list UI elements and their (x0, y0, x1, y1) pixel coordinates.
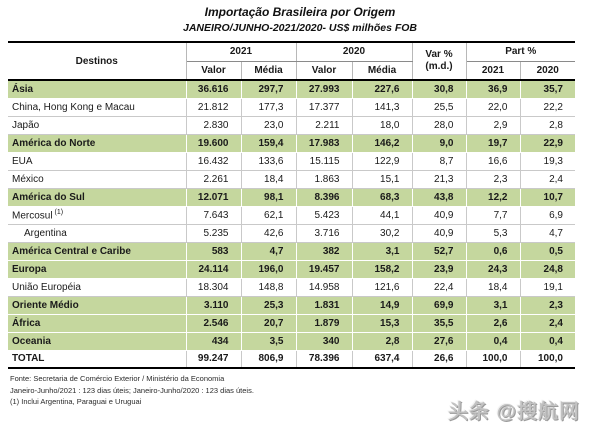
cell-value: 227,6 (352, 80, 412, 98)
page-title: Importação Brasileira por Origem (204, 5, 396, 19)
cell-value: 583 (186, 242, 241, 260)
cell-value: 22,4 (412, 278, 466, 296)
cell-value: 158,2 (352, 260, 412, 278)
cell-value: 5.423 (296, 206, 352, 224)
cell-value: 68,3 (352, 188, 412, 206)
row-label: Ásia (8, 80, 186, 98)
row-label: TOTAL (8, 350, 186, 368)
cell-value: 15,1 (352, 170, 412, 188)
row-label: América do Sul (8, 188, 186, 206)
col-header-part-2020: 2020 (520, 61, 575, 80)
cell-value: 8.396 (296, 188, 352, 206)
cell-value: 637,4 (352, 350, 412, 368)
cell-value: 69,9 (412, 296, 466, 314)
footnote: Fonte: Secretaria de Comércio Exterior / Ministério da Economia (10, 374, 225, 383)
cell-value: 148,8 (241, 278, 296, 296)
col-group-part: Part % (466, 42, 575, 61)
cell-value: 24,3 (466, 260, 520, 278)
cell-value: 20,7 (241, 314, 296, 332)
footnote: (1) Inclui Argentina, Paraguai e Uruguai (10, 397, 142, 407)
footnote: Janeiro-Junho/2021 : 123 dias úteis; Janeiro-Junho/2020 : 123 dias úteis. (10, 385, 254, 395)
cell-value: 3,5 (241, 332, 296, 350)
page-subtitle: JANEIRO/JUNHO-2021/2020- US$ milhões FOB (183, 22, 417, 34)
cell-value: 21,3 (412, 170, 466, 188)
table-row (8, 278, 575, 296)
var-label-line1: Var % (425, 48, 453, 60)
cell-value: 1.879 (296, 314, 352, 332)
col-header-destinos: Destinos (8, 42, 186, 80)
col-group-2021: 2021 (186, 42, 296, 61)
cell-value: 44,1 (352, 206, 412, 224)
cell-value: 19,7 (466, 134, 520, 152)
cell-value: 196,0 (241, 260, 296, 278)
row-label: Oriente Médio (8, 296, 186, 314)
cell-value: 22,9 (520, 134, 575, 152)
row-label: Argentina (8, 224, 186, 242)
cell-value: 36,9 (466, 80, 520, 98)
cell-value: 0,4 (466, 332, 520, 350)
cell-value: 0,4 (520, 332, 575, 350)
cell-value: 2.211 (296, 116, 352, 134)
col-group-2020: 2020 (296, 42, 412, 61)
cell-value: 177,3 (241, 98, 296, 116)
cell-value: 22,2 (520, 98, 575, 116)
cell-value: 17.377 (296, 98, 352, 116)
cell-value: 2.261 (186, 170, 241, 188)
cell-value: 62,1 (241, 206, 296, 224)
cell-value: 4,7 (520, 224, 575, 242)
cell-value: 2,4 (520, 170, 575, 188)
cell-value: 146,2 (352, 134, 412, 152)
cell-value: 19.457 (296, 260, 352, 278)
cell-value: 22,0 (466, 98, 520, 116)
row-label: México (8, 170, 186, 188)
cell-value: 52,7 (412, 242, 466, 260)
cell-value: 1.863 (296, 170, 352, 188)
cell-value: 100,0 (520, 350, 575, 368)
cell-value: 25,3 (241, 296, 296, 314)
cell-value: 2,3 (466, 170, 520, 188)
cell-value: 0,5 (520, 242, 575, 260)
cell-value: 42,6 (241, 224, 296, 242)
row-label: Mercosul $^{(1)}$ (8, 206, 186, 224)
col-header-valor-2020: Valor (296, 61, 352, 80)
cell-value: 434 (186, 332, 241, 350)
watermark: 头条 @搜航网 (447, 401, 580, 423)
imports-table (8, 41, 575, 369)
cell-value: 23,9 (412, 260, 466, 278)
table-row (8, 260, 575, 278)
cell-value: 26,6 (412, 350, 466, 368)
row-label: África (8, 314, 186, 332)
table-row (8, 314, 575, 332)
cell-value: 25,5 (412, 98, 466, 116)
cell-value: 382 (296, 242, 352, 260)
row-label: América do Norte (8, 134, 186, 152)
row-label: China, Hong Kong e Macau (8, 98, 186, 116)
table-row (8, 134, 575, 152)
table-row (8, 188, 575, 206)
cell-value: 16,6 (466, 152, 520, 170)
row-label: Europa (8, 260, 186, 278)
cell-value: 30,8 (412, 80, 466, 98)
cell-value: 8,7 (412, 152, 466, 170)
table-row (8, 242, 575, 260)
cell-value: 297,7 (241, 80, 296, 98)
cell-value: 3,1 (352, 242, 412, 260)
row-label: América Central e Caribe (8, 242, 186, 260)
cell-value: 3,1 (466, 296, 520, 314)
cell-value: 35,5 (412, 314, 466, 332)
cell-value: 6,9 (520, 206, 575, 224)
row-label: Oceania (8, 332, 186, 350)
cell-value: 0,6 (466, 242, 520, 260)
table-row (8, 206, 575, 224)
row-label: EUA (8, 152, 186, 170)
row-label: Japão (8, 116, 186, 134)
table-row (8, 332, 575, 350)
cell-value: 2,6 (466, 314, 520, 332)
cell-value: 141,3 (352, 98, 412, 116)
cell-value: 35,7 (520, 80, 575, 98)
cell-value: 19,1 (520, 278, 575, 296)
col-header-var (412, 42, 466, 80)
cell-value: 98,1 (241, 188, 296, 206)
cell-value: 43,8 (412, 188, 466, 206)
footnote-marker: (1) (52, 208, 64, 216)
cell-value: 122,9 (352, 152, 412, 170)
cell-value: 28,0 (412, 116, 466, 134)
cell-value: 14,9 (352, 296, 412, 314)
col-header-media-2020: Média (352, 61, 412, 80)
cell-value: 7.643 (186, 206, 241, 224)
cell-value: 40,9 (412, 206, 466, 224)
col-header-valor-2021: Valor (186, 61, 241, 80)
cell-value: 12,2 (466, 188, 520, 206)
cell-value: 9,0 (412, 134, 466, 152)
cell-value: 121,6 (352, 278, 412, 296)
cell-value: 5.235 (186, 224, 241, 242)
cell-value: 2,8 (520, 116, 575, 134)
table-row (8, 224, 575, 242)
cell-value: 30,2 (352, 224, 412, 242)
cell-value: 23,0 (241, 116, 296, 134)
cell-value: 24,8 (520, 260, 575, 278)
cell-value: 17.983 (296, 134, 352, 152)
cell-value: 27.993 (296, 80, 352, 98)
table-body (8, 80, 575, 368)
cell-value: 15.115 (296, 152, 352, 170)
cell-value: 18.304 (186, 278, 241, 296)
cell-value: 5,3 (466, 224, 520, 242)
cell-value: 7,7 (466, 206, 520, 224)
cell-value: 1.831 (296, 296, 352, 314)
cell-value: 27,6 (412, 332, 466, 350)
title-block (0, 0, 600, 34)
cell-value: 24.114 (186, 260, 241, 278)
var-label-line2: (m.d.) (425, 61, 453, 72)
cell-value: 18,4 (241, 170, 296, 188)
cell-value: 21.812 (186, 98, 241, 116)
table-row (8, 170, 575, 188)
row-label: União Européia (8, 278, 186, 296)
cell-value: 2,8 (352, 332, 412, 350)
cell-value: 14.958 (296, 278, 352, 296)
cell-value: 16.432 (186, 152, 241, 170)
cell-value: 18,0 (352, 116, 412, 134)
table-row (8, 152, 575, 170)
cell-value: 15,3 (352, 314, 412, 332)
col-header-part-2021: 2021 (466, 61, 520, 80)
col-header-media-2021: Média (241, 61, 296, 80)
table-row (8, 80, 575, 98)
cell-value: 2.830 (186, 116, 241, 134)
cell-value: 2.546 (186, 314, 241, 332)
cell-value: 40,9 (412, 224, 466, 242)
cell-value: 806,9 (241, 350, 296, 368)
cell-value: 3.716 (296, 224, 352, 242)
cell-value: 19,3 (520, 152, 575, 170)
table-row (8, 296, 575, 314)
cell-value: 2,9 (466, 116, 520, 134)
cell-value: 99.247 (186, 350, 241, 368)
cell-value: 18,4 (466, 278, 520, 296)
table-row (8, 350, 575, 368)
cell-value: 19.600 (186, 134, 241, 152)
table-row (8, 116, 575, 134)
cell-value: 2,4 (520, 314, 575, 332)
cell-value: 340 (296, 332, 352, 350)
table-header (8, 42, 575, 80)
table-row (8, 98, 575, 116)
cell-value: 10,7 (520, 188, 575, 206)
cell-value: 4,7 (241, 242, 296, 260)
cell-value: 2,3 (520, 296, 575, 314)
cell-value: 36.616 (186, 80, 241, 98)
cell-value: 159,4 (241, 134, 296, 152)
cell-value: 3.110 (186, 296, 241, 314)
cell-value: 100,0 (466, 350, 520, 368)
cell-value: 12.071 (186, 188, 241, 206)
cell-value: 133,6 (241, 152, 296, 170)
cell-value: 78.396 (296, 350, 352, 368)
